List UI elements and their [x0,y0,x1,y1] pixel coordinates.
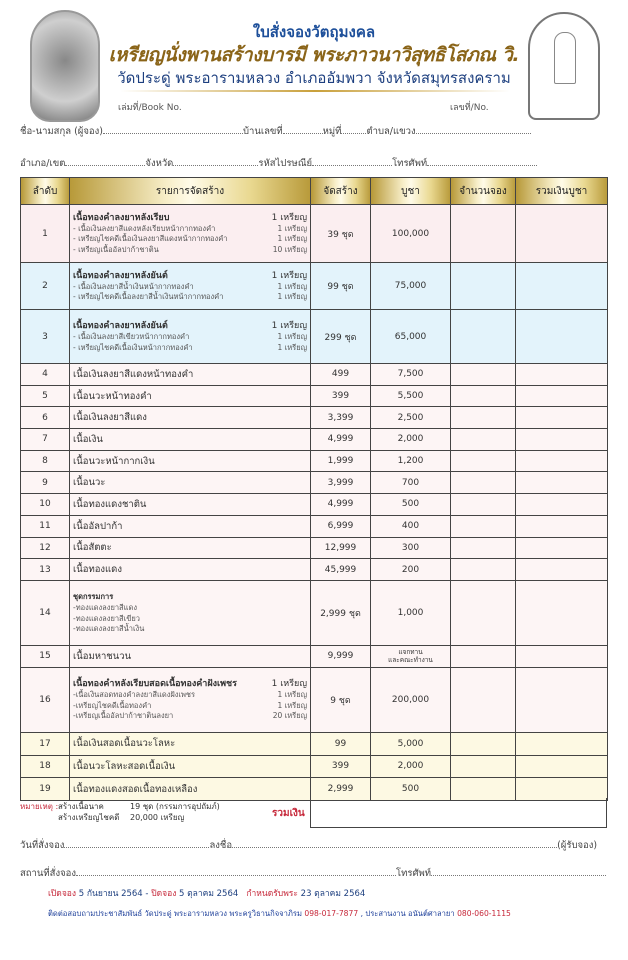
item-cell [70,755,311,778]
item-title-line [73,678,307,690]
order-quantity-field[interactable] [451,537,516,559]
order-quantity-field[interactable] [451,407,516,429]
price: 2,500 [397,412,424,423]
price-cell [371,385,451,407]
column-header: ลำดับ [21,178,70,205]
made-quantity: 9 ชุด [311,667,371,732]
remark-1-value: 19 ชุด (กรรมการอุปถัมภ์) [130,802,220,811]
price: 7,500 [397,369,424,380]
province-field[interactable] [173,157,258,166]
order-quantity-field[interactable] [451,755,516,778]
table-row [21,429,608,451]
order-quantity-field[interactable] [451,205,516,263]
price-note-line: แจกทาน [398,648,423,657]
price-cell [371,472,451,494]
dates-line [48,886,365,900]
row-number: 17 [21,732,70,755]
item-name: เนื้อมหาชนวน [73,650,132,662]
subdistrict-label: ตำบล/แขวง [366,126,416,137]
made-quantity: 45,999 [311,559,371,581]
price: 500 [401,784,420,795]
item-cell [70,667,311,732]
item-name: เนื้อนวะ [73,477,106,489]
postcode-field[interactable] [312,157,392,166]
house-label: บ้านเลขที่ [242,126,283,137]
item-cell [70,364,311,386]
total-amount-field[interactable] [516,263,608,310]
contact-text: ติดต่อสอบถามประชาสัมพันธ์ วัดประดู่ พระอารามหลวง พระครูวิธานกิจจาภิรม [48,909,302,918]
made-quantity: 2,999 [311,778,371,801]
order-quantity-field[interactable] [451,310,516,364]
total-amount-field[interactable] [516,580,608,645]
made-quantity: 99 [311,732,371,755]
item-cell [70,310,311,364]
name-label: ชื่อ-นามสกุล (ผู้จอง) [20,126,103,137]
item-title: เนื้อทองคำลงยาหลังยันต์ [73,270,168,281]
row-number: 1 [21,205,70,263]
price: 200,000 [391,694,430,705]
sub-item-qty: 1 เหรียญ [277,292,307,301]
table-row [21,645,608,667]
sub-item-name: -ทองแดงลงยาสีแดง [73,603,137,613]
place-field[interactable] [76,867,396,876]
place-row [20,866,606,881]
made-quantity: 2,999 ชุด [311,580,371,645]
item-title-line [73,591,307,603]
phone-field[interactable] [427,157,537,166]
total-amount-field[interactable] [516,537,608,559]
item-title: เนื้อทองคำลงยาหลังเรียบ [73,212,170,223]
close-date: 5 ตุลาคม 2564 [179,889,239,899]
sub-item-name: -ทองแดงลงยาสีเขียว [73,613,140,623]
receiver-label: (ผู้รับจอง) [557,840,598,851]
total-label: รวมเงิน [272,808,305,819]
sub-item [73,614,307,625]
total-amount-field[interactable] [516,755,608,778]
total-amount-field[interactable] [516,429,608,451]
table-row [21,385,608,407]
order-date-row [20,838,610,853]
sub-item-name: - เหรียญเนื้ออัลปาก้าชาติน [73,244,159,254]
price-cell [371,429,451,451]
price-cell [371,537,451,559]
phone-label: โทรศัพท์ [392,158,428,169]
price: 1,000 [397,607,424,618]
open-date: 5 กันยายน 2564 - [78,889,149,899]
total-amount-field[interactable] [516,450,608,472]
contact-line [48,908,511,920]
item-cell [70,205,311,263]
house-field[interactable] [283,125,323,134]
price-cell [371,310,451,364]
customer-row-2 [20,156,537,171]
remark-1-item: สร้างเนื้อนาค [58,802,104,811]
price: 300 [401,542,420,553]
price-cell [371,732,451,755]
total-amount-field[interactable] [516,385,608,407]
item-name: เนื้อนวะหน้าทองคำ [73,390,152,402]
item-title-qty: 1 เหรียญ [271,679,307,690]
contact-coordinator: , ประสานงาน อนันต์ศาลายา [358,909,455,918]
total-amount-field[interactable] [516,472,608,494]
item-title-line [73,320,307,332]
price: 700 [401,477,420,488]
total-amount-field[interactable] [516,494,608,516]
row-number: 3 [21,310,70,364]
table-row [21,450,608,472]
sub-item [73,624,307,635]
remarks-label: หมายเหตุ : [20,802,59,811]
ornament-divider [120,90,510,92]
row-number: 14 [21,580,70,645]
sub-item-name: - เหรียญไชคดีเนื้อเงินลงยาสีแดงหน้ากากทองคำ [73,234,228,244]
total-amount-field[interactable] [516,645,608,667]
sub-item [73,292,307,303]
row-number: 12 [21,537,70,559]
table-row [21,310,608,364]
item-cell [70,537,311,559]
item-name: เนื้อทองแดงชาติน [73,498,147,510]
table-row [21,472,608,494]
price-cell [371,645,451,667]
order-date-field[interactable] [64,839,209,848]
order-quantity-field[interactable] [451,667,516,732]
item-cell [70,778,311,801]
close-label: ปิดจอง [151,889,177,899]
sub-item-qty: 1 เหรียญ [277,332,307,341]
sub-item [73,701,307,712]
sub-item-name: - เนื้อเงินลงยาสีน้ำเงินหน้ากากทองคำ [73,281,194,291]
price-cell [371,667,451,732]
item-cell [70,515,311,537]
item-title-line [73,270,307,282]
item-title-qty: 1 เหรียญ [271,321,307,331]
price-note-line: และคณะทำงาน [388,656,433,665]
sub-item-qty: 1 เหรียญ [277,690,307,700]
order-quantity-field[interactable] [451,732,516,755]
order-quantity-field[interactable] [451,472,516,494]
item-cell [70,263,311,310]
table-row [21,515,608,537]
order-quantity-field[interactable] [451,580,516,645]
sub-item-qty: 1 เหรียญ [277,281,307,291]
sub-item-qty: 1 เหรียญ [277,700,307,710]
price: 200 [401,564,420,575]
table-row [21,494,608,516]
form-title: ใบสั่งจองวัตถุมงคล [252,23,376,41]
item-name: เนื้อสัตตะ [73,542,112,554]
sub-item [73,603,307,614]
column-header: จัดสร้าง [311,178,371,205]
sub-item-name: -เหรียญไชคดีเนื้อทองคำ [73,700,152,710]
place-label: สถานที่สั่งจอง [20,868,76,879]
row-number: 10 [21,494,70,516]
sub-item-qty: 20 เหรียญ [272,711,307,721]
price: 5,000 [397,738,424,749]
column-header: บูชา [371,178,451,205]
book-no-label: เล่มที่/Book No. [118,103,182,113]
district-label: อำเภอ/เขต [20,158,66,169]
made-quantity: 99 ชุด [311,263,371,310]
column-header: รายการจัดสร้าง [70,178,311,205]
table-row [21,205,608,263]
sub-item-name: - เนื้อเงินลงยาสีแดงหลังเรียบหน้ากากทองคำ [73,223,216,233]
order-quantity-field[interactable] [451,364,516,386]
item-name: เนื้อเงินลงยาสีแดง [73,412,147,424]
row-number: 11 [21,515,70,537]
row-number: 15 [21,645,70,667]
total-amount-field[interactable] [516,559,608,581]
item-cell [70,645,311,667]
row-number: 19 [21,778,70,801]
made-quantity: 9,999 [311,645,371,667]
sign-label: ลงชื่อ [209,840,233,851]
order-quantity-field[interactable] [451,450,516,472]
total-amount-field[interactable] [516,205,608,263]
moo-label: หมู่ที่ [322,126,342,137]
item-title-qty: 1 เหรียญ [271,270,307,281]
row-number: 4 [21,364,70,386]
sub-item [73,711,307,722]
table-row [21,263,608,310]
price: 2,000 [397,434,424,445]
item-cell [70,407,311,429]
column-header: จำนวนจอง [451,178,516,205]
item-title: ชุดกรรมการ [73,592,114,602]
place-phone-label: โทรศัพท์ [396,868,432,879]
table-row [21,364,608,386]
item-cell [70,494,311,516]
made-quantity: 399 [311,755,371,778]
total-amount-field[interactable] [516,667,608,732]
sub-item-qty: 1 เหรียญ [277,223,307,233]
table-row [21,559,608,581]
order-quantity-field[interactable] [451,559,516,581]
order-quantity-field[interactable] [451,429,516,451]
made-quantity: 6,999 [311,515,371,537]
price-cell [371,515,451,537]
order-table [20,177,608,801]
table-row [21,537,608,559]
sub-item-qty: 10 เหรียญ [272,244,307,254]
sub-item [73,282,307,293]
province-label: จังหวัด [145,158,174,169]
receive-date: 23 ตุลาคม 2564 [300,889,366,899]
sub-item-qty: 1 เหรียญ [277,342,307,352]
total-amount-field[interactable] [516,407,608,429]
table-row [21,732,608,755]
item-name: เนื้อเงิน [73,433,103,445]
item-name: เนื้อเงินสอดเนื้อนวะโลหะ [73,738,176,750]
price-note [374,648,447,664]
place-phone-field[interactable] [431,867,606,876]
row-number: 2 [21,263,70,310]
table-row [21,755,608,778]
item-name: เนื้ออัลปาก้า [73,520,123,532]
price-cell [371,263,451,310]
made-quantity: 299 ชุด [311,310,371,364]
sub-item [73,245,307,256]
price-cell [371,559,451,581]
made-quantity: 4,999 [311,429,371,451]
table-row [21,580,608,645]
row-number: 13 [21,559,70,581]
contact-phone-1: 098-017-7877 [304,909,359,918]
price-cell [371,755,451,778]
price: 2,000 [397,761,424,772]
sub-item [73,332,307,343]
medal-title: เหรียญนั่งพานสร้างบารมี พระภาวนาวิสุทธิโสภณ วิ. [108,44,520,66]
row-number: 8 [21,450,70,472]
item-cell [70,385,311,407]
price: 65,000 [394,331,427,342]
price: 5,500 [397,391,424,402]
receive-label: กำหนดรับพระ [246,889,298,899]
item-cell [70,580,311,645]
sub-item [73,343,307,354]
order-quantity-field[interactable] [451,515,516,537]
name-field[interactable] [103,125,243,134]
sub-item-name: - เนื้อเงินลงยาสีเขียวหน้ากากทองคำ [73,332,190,341]
item-title-qty: 1 เหรียญ [271,212,307,223]
made-quantity: 3,399 [311,407,371,429]
total-amount-field[interactable] [516,364,608,386]
total-amount-field[interactable] [516,310,608,364]
price-cell [371,494,451,516]
total-amount-field[interactable] [516,515,608,537]
price: 400 [401,521,420,532]
subdistrict-field[interactable] [416,125,531,134]
sub-item [73,690,307,701]
made-quantity: 3,999 [311,472,371,494]
sub-item-name: - เหรียญไชคดีเนื้อลงยาสีน้ำเงินหน้ากากทองคำ [73,292,224,301]
row-number: 18 [21,755,70,778]
item-cell [70,559,311,581]
price: 100,000 [391,228,430,239]
column-header: รวมเงินบูชา [516,178,608,205]
price-cell [371,580,451,645]
order-quantity-field[interactable] [451,645,516,667]
total-field[interactable] [310,798,607,828]
made-quantity: 39 ชุด [311,205,371,263]
sub-item-name: -เนื้อเงินสอดทองคำลงยาสีแดงฝังเพชร [73,690,196,700]
item-title: เนื้อทองคำหลังเรียบสอดเนื้อทองคำฝังเพชร [73,679,237,690]
made-quantity: 12,999 [311,537,371,559]
item-name: เนื้อนวะหน้ากากเงิน [73,455,155,467]
remark-2-item: สร้างเหรียญไชคดี [58,813,120,822]
made-quantity: 1,999 [311,450,371,472]
made-quantity: 399 [311,385,371,407]
moo-field[interactable] [341,125,366,134]
price: 1,200 [397,456,424,467]
made-quantity: 499 [311,364,371,386]
item-name: เนื้อเงินลงยาสีแดงหน้าทองคำ [73,368,194,380]
item-name: เนื้อทองแดง [73,564,122,576]
row-number: 6 [21,407,70,429]
item-cell [70,450,311,472]
order-quantity-field[interactable] [451,385,516,407]
table-row [21,667,608,732]
total-amount-field[interactable] [516,732,608,755]
row-number: 7 [21,429,70,451]
row-number: 9 [21,472,70,494]
item-title: เนื้อทองคำลงยาหลังยันต์ [73,321,168,331]
price-cell [371,407,451,429]
price-cell [371,364,451,386]
made-quantity: 4,999 [311,494,371,516]
price: 75,000 [394,281,427,291]
item-title-line [73,212,307,224]
district-field[interactable] [65,157,145,166]
customer-row-1 [20,124,531,139]
sub-item-name: -เหรียญเนื้ออัลปาก้าชาตินลงยา [73,711,174,721]
item-name: เนื้อทองแดงสอดเนื้อทองเหลือง [73,783,198,795]
sub-item [73,224,307,235]
no-label: เลขที่/No. [450,103,489,113]
price-cell [371,205,451,263]
contact-phone-2: 080-060-1115 [457,909,511,918]
order-date-label: วันที่สั่งจอง [20,840,65,851]
sub-item-name: - เหรียญไชคดีเนื้อเงินหน้ากากทองคำ [73,342,193,352]
price-cell [371,450,451,472]
temple-name: วัดประดู่ พระอารามหลวง อำเภออัมพวา จังหวัดสมุทรสงคราม [117,69,511,87]
sub-item [73,234,307,245]
open-label: เปิดจอง [48,889,77,899]
table-row [21,407,608,429]
sub-item-name: -ทองแดงลงยาสีน้ำเงิน [73,624,145,634]
order-quantity-field[interactable] [451,494,516,516]
item-cell [70,472,311,494]
remark-2-value: 20,000 เหรียญ [130,813,185,822]
price: 500 [401,499,420,510]
row-number: 16 [21,667,70,732]
postcode-label: รหัสไปรษณีย์ [258,158,313,169]
order-quantity-field[interactable] [451,263,516,310]
item-cell [70,732,311,755]
item-name: เนื้อนวะโลหะสอดเนื้อเงิน [73,760,176,772]
sub-item-qty: 1 เหรียญ [277,234,307,244]
remarks [20,801,220,822]
row-number: 5 [21,385,70,407]
sign-field[interactable] [232,839,557,848]
item-cell [70,429,311,451]
